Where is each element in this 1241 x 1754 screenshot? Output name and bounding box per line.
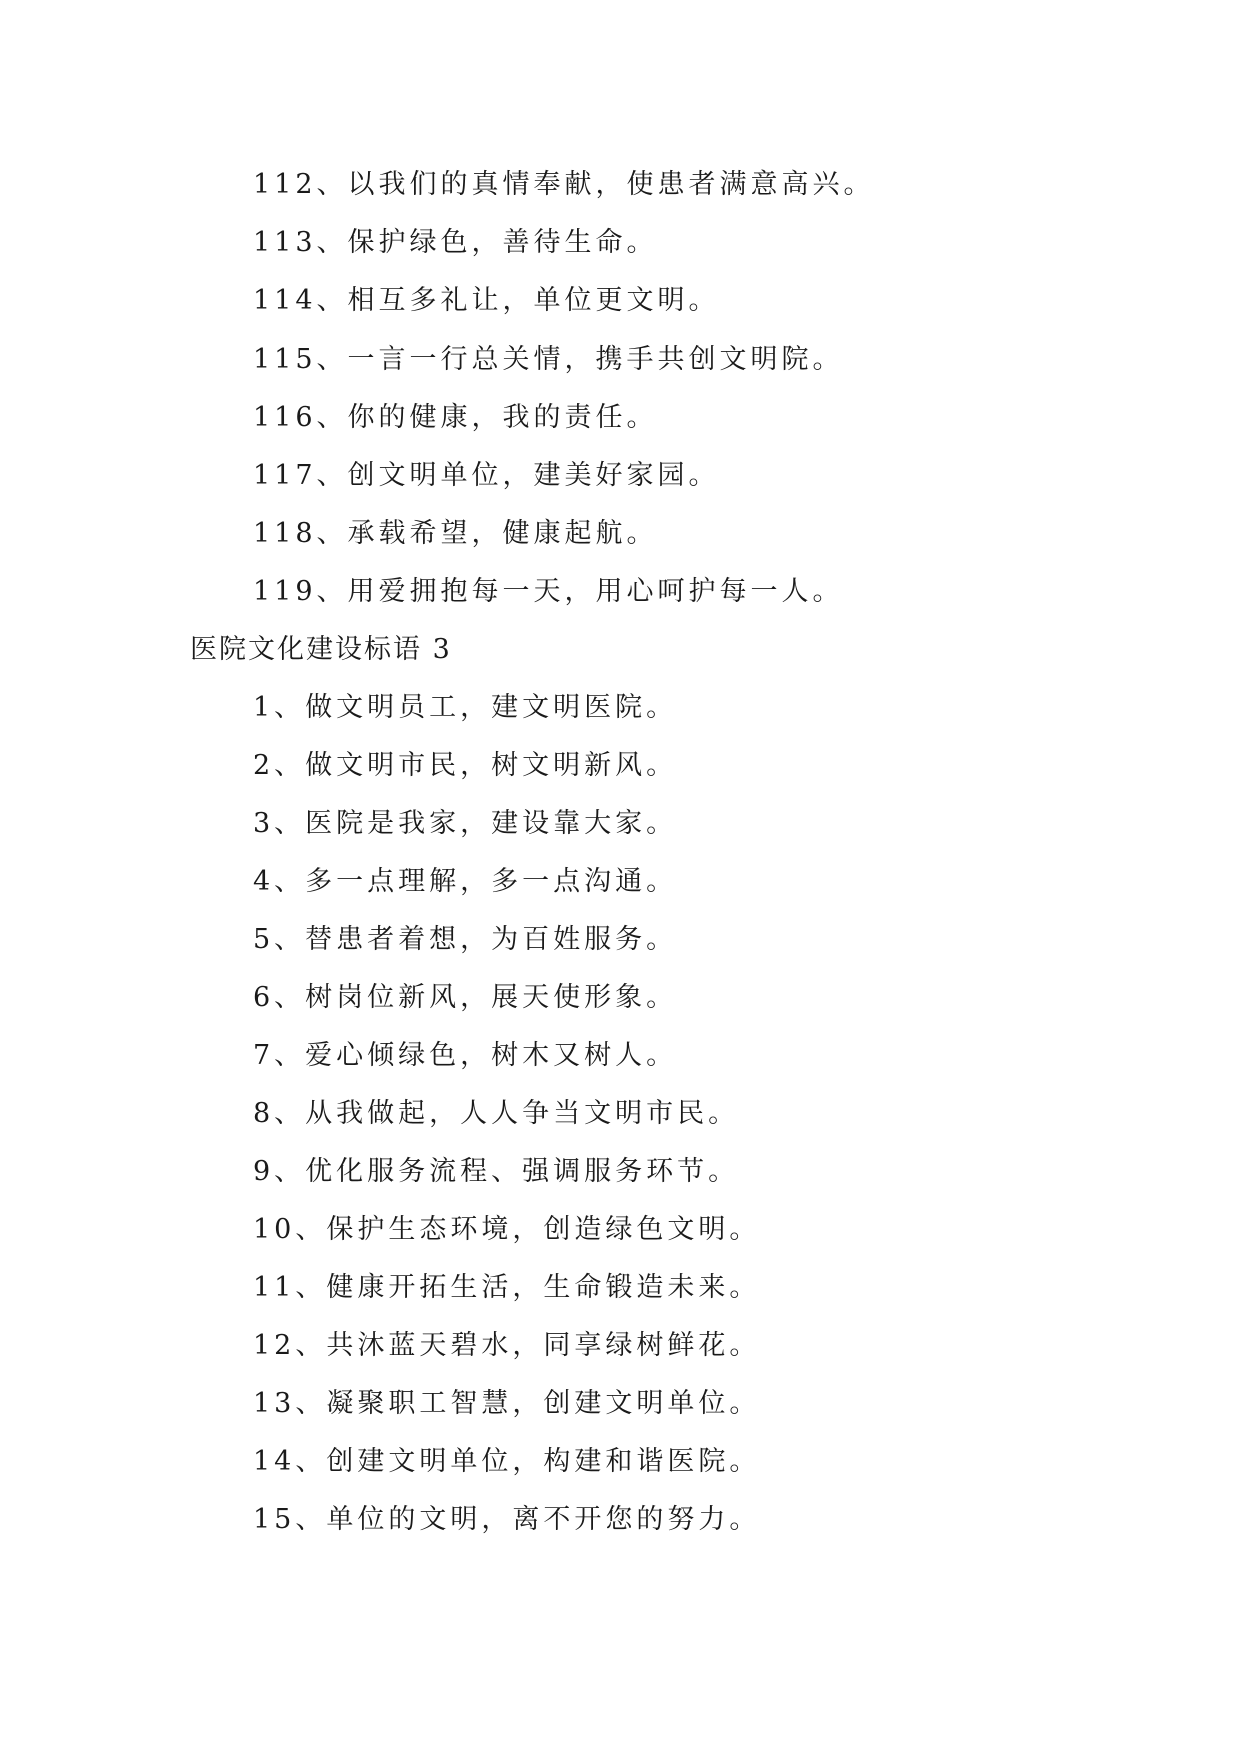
slogan-item: 12、共沐蓝天碧水，同享绿树鲜花。 (253, 1330, 761, 1361)
slogan-item: 13、凝聚职工智慧，创建文明单位。 (253, 1388, 761, 1419)
slogan-item: 8、从我做起，人人争当文明市民。 (253, 1098, 740, 1129)
section-heading: 医院文化建设标语 3 (190, 634, 452, 665)
slogan-item: 10、保护生态环境，创造绿色文明。 (253, 1214, 761, 1245)
slogan-item: 113、保护绿色，善待生命。 (253, 227, 658, 258)
slogan-item: 14、创建文明单位，构建和谐医院。 (253, 1446, 761, 1477)
slogan-item: 2、做文明市民，树文明新风。 (253, 750, 678, 781)
slogan-item: 5、替患者着想，为百姓服务。 (253, 924, 678, 955)
slogan-item: 15、单位的文明，离不开您的努力。 (253, 1504, 761, 1535)
slogan-item: 118、承载希望，健康起航。 (253, 518, 658, 549)
slogan-item: 116、你的健康，我的责任。 (253, 402, 658, 433)
slogan-item: 1、做文明员工，建文明医院。 (253, 692, 678, 723)
slogan-item: 119、用爱拥抱每一天，用心呵护每一人。 (253, 576, 844, 607)
slogan-item: 9、优化服务流程、强调服务环节。 (253, 1156, 740, 1187)
slogan-item: 112、以我们的真情奉献，使患者满意高兴。 (253, 169, 875, 200)
slogan-item: 4、多一点理解，多一点沟通。 (253, 866, 678, 897)
slogan-item: 7、爱心倾绿色，树木又树人。 (253, 1040, 678, 1071)
slogan-item: 3、医院是我家，建设靠大家。 (253, 808, 678, 839)
slogan-item: 11、健康开拓生活，生命锻造未来。 (253, 1272, 761, 1303)
slogan-item: 6、树岗位新风，展天使形象。 (253, 982, 678, 1013)
slogan-item: 114、相互多礼让，单位更文明。 (253, 285, 720, 316)
slogan-item: 117、创文明单位，建美好家园。 (253, 460, 720, 491)
slogan-item: 115、一言一行总关情，携手共创文明院。 (253, 344, 844, 375)
